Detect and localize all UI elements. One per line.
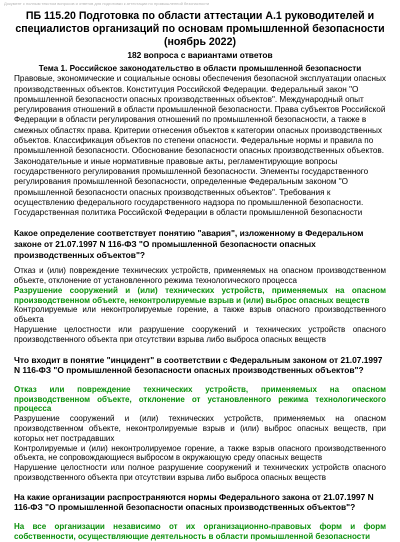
question-1-answers <box>0 266 400 344</box>
answer-option: Нарушение целостности или разрушение сооружений и технических устройств опасного производственного объекта при отсутствии взрыва либо выброса опасных веществ <box>14 325 386 344</box>
answer-option: Нарушение целостности или полное разрушение сооружений и технических устройств опасного производственного объекта при отсутствии взрыва либо выброса опасных веществ <box>14 463 386 482</box>
document-subtitle: 182 вопроса с вариантами ответов <box>127 50 273 60</box>
question-1: Какое определение соответствует понятию "авария", изложенному в Федеральном законе от 21.07.1997 N 116-ФЗ "О промышленной безопасности опасных производственных объектов"? <box>14 228 364 260</box>
answer-option-correct: Отказ или повреждение технических устройств, применяемых на опасном производственном объекте, отклонение от установленного режима технологического процесса <box>14 384 386 414</box>
question-3-answers <box>0 522 400 542</box>
answer-option: Разрушение сооружений и (или) технических устройств, применяемых на опасном производственном объекте, неконтролируемые взрыв и (или) выброс опасных веществ, при которых нет пострадавших <box>14 414 386 443</box>
answer-option-correct: На все организации независимо от их организационно-правовых форм и форм собственности, осуществляющие деятельность в области промышленной безопасности <box>14 521 386 541</box>
document-title: ПБ 115.20 Подготовка по области аттестации А.1 руководителей и специалистов организаций по основам промышленной безопасности (ноябрь 2022) <box>15 10 385 48</box>
header-note: Документ с полным текстом вопросов и ответов для подготовки к аттестации по промышленной безопасности <box>4 1 210 6</box>
question-2-answers <box>0 385 400 483</box>
answer-option: Отказ и (или) повреждение технических устройств, применяемых на опасном производственном объекте, отклонение от установленного режима технологического процесса <box>14 266 386 286</box>
answer-option: Контролируемые или неконтролируемые горение, а также взрыв опасного производственного объекта <box>14 305 386 325</box>
question-2: Что входит в понятие "инцидент" в соответствии с Федеральным законом от 21.07.1997 N 116-ФЗ "О промышленной безопасности опасных производственных объектов"? <box>14 354 383 376</box>
answer-option-correct: Разрушение сооружений и (или) технических устройств, применяемых на опасном производственном объекте, неконтролируемые взрыв и (или) выброс опасных веществ <box>14 285 386 305</box>
topic-section <box>0 64 400 218</box>
topic-body: Правовые, экономические и социальные основы обеспечения безопасной эксплуатации опасных производственных объектов. Конституция Российской Федерации. Федеральный закон "О промышленной безопасности опасных производственных объектов". Международный опыт регулирования отношений в области промышленной безопасности. Права субъектов Российской Федерации в области регулирования отношений по промышленной безопасности, а также в смежных областях права. Критерии отнесения объектов к категории опасных производственных объектов. Классификация объектов по степени опасности. Федеральные нормы и правила по промышленной безопасности. Обоснование безопасности опасных производственных объектов. Законодательные и иные нормативные правовые акты, регламентирующие вопросы государственного регулирования промышленной безопасности. Элементы государственного регулирования промышленной безопасности, определенные Федеральным законом "О промышленной безопасности опасных производственных объектов". Требования к осуществлению федерального государственного надзора по промышленной безопасности. Государственная политика Российской Федерации в области промышленной безопасности <box>14 74 386 218</box>
topic-title: Тема 1. Российское законодательство в области промышленной безопасности <box>38 64 362 73</box>
question-3: На какие организации распространяются нормы Федерального закона от 21.07.1997 N 116-ФЗ "О промышленной безопасности опасных производственных объектов"? <box>14 491 374 513</box>
answer-option: Контролируемые и (или) неконтролируемое горение, а также взрыв опасного производственного объекта, не сопровождающиеся выбросом в окружающую среду опасных веществ <box>14 443 386 463</box>
